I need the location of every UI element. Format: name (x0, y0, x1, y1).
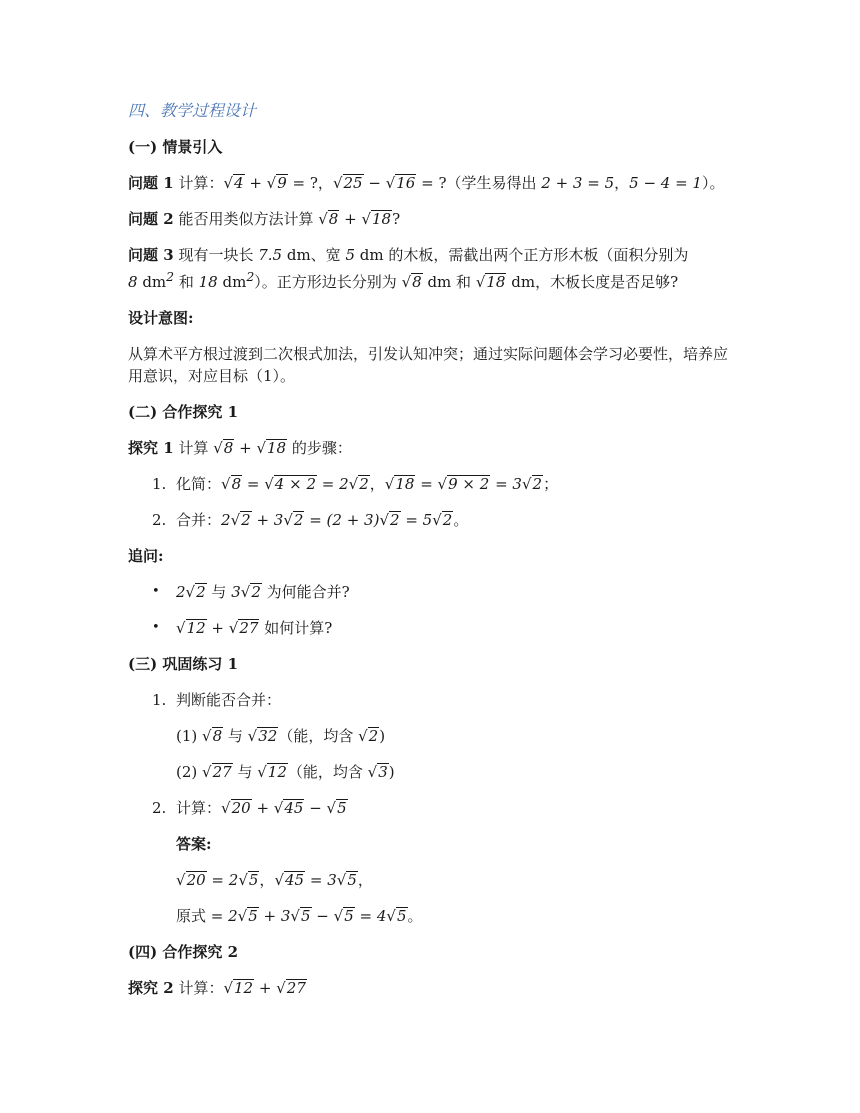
sqrt: √12 (176, 619, 206, 637)
sqrt: √27 (202, 763, 232, 781)
sqrt: √2 (283, 511, 304, 529)
design-intent-label: 设计意图: (128, 309, 194, 327)
sqrt: √27 (228, 619, 259, 637)
sqrt: √5 (238, 871, 259, 889)
list-item: 2. 合并：2√2 + 3√2 = (2 + 3)√2 = 5√2。 (152, 511, 469, 529)
sqrt: √12 (223, 979, 254, 997)
sqrt: √8 (401, 273, 422, 291)
followup-label: 追问: (128, 547, 164, 565)
explore-2: 探究 2 计算：√12 + √27 (128, 979, 306, 997)
explore-1: 探究 1 计算 √8 + √18 的步骤： (128, 439, 352, 457)
sqrt: √5 (386, 907, 407, 925)
sqrt: √18 (361, 210, 392, 228)
sqrt: √2 (521, 475, 543, 493)
sqrt: √4 (223, 174, 244, 192)
sub-item: (1) √8 与 √32（能，均含 √2) (176, 727, 386, 745)
sqrt: √9 × 2 (437, 475, 490, 493)
sub-item: (2) √27 与 √12（能，均含 √3) (176, 763, 395, 781)
sqrt: √2 (230, 511, 251, 529)
sqrt: √18 (475, 273, 506, 291)
sqrt: √16 (385, 174, 416, 192)
sqrt: √20 (176, 871, 206, 889)
question-2: 问题 2 能否用类似方法计算 √8 + √18? (128, 210, 401, 228)
sqrt: √25 (332, 174, 363, 192)
sqrt: √2 (348, 475, 369, 493)
sqrt: √27 (276, 979, 306, 997)
list-item: • √12 + √27 如何计算? (152, 619, 333, 637)
sqrt: √5 (326, 799, 347, 817)
list-item: 2. 计算：√20 + √45 − √5 (152, 799, 347, 817)
sqrt: √2 (379, 511, 400, 529)
document-content (128, 100, 740, 1013)
sqrt: √5 (237, 907, 258, 925)
sqrt: √8 (318, 210, 339, 228)
sqrt: √2 (240, 583, 261, 601)
sqrt: √2 (358, 727, 379, 745)
list-item: • 2√2 与 3√2 为何能合并? (152, 583, 350, 601)
sqrt: √5 (336, 871, 357, 889)
sqrt: √8 (221, 475, 242, 493)
sqrt: √18 (256, 439, 287, 457)
list-item: 1. 判断能否合并： (152, 691, 282, 709)
sqrt: √3 (367, 763, 388, 781)
sqrt: √2 (432, 511, 453, 529)
design-intent-text: 从算术平方根过渡到二次根式加法，引发认知冲突；通过实际问题体会学习必要性，培养应用意识，对应目标（1）。 (128, 345, 729, 385)
sqrt: √45 (274, 871, 305, 889)
sqrt: √20 (221, 799, 251, 817)
heading-practice-1: (三) 巩固练习 1 (128, 655, 239, 673)
heading-explore-2: (四) 合作探究 2 (128, 943, 239, 961)
sqrt: √45 (273, 799, 304, 817)
sqrt: √12 (257, 763, 287, 781)
sqrt: √4 × 2 (264, 475, 316, 493)
sqrt: √5 (290, 907, 311, 925)
list-item: 1. 化简：√8 = √4 × 2 = 2√2，√18 = √9 × 2 = 3√2； (152, 475, 559, 493)
section-title: 四、教学过程设计 (128, 101, 257, 120)
sqrt: √32 (247, 727, 278, 745)
answer-label: 答案: (176, 835, 212, 853)
answer-line-1: √20 = 2√5，√45 = 3√5， (176, 871, 373, 889)
answer-line-2: 原式 = 2√5 + 3√5 − √5 = 4√5。 (176, 907, 423, 925)
question-3: 问题 3 现有一块长 7.5 dm、宽 5 dm 的木板，需截出两个正方形木板（面积分别为 8 $dm^2$ 和 18 $dm^2$）。正方形边长分别为 √8 dm 和 √18 dm，木板长度是否足够? (128, 246, 689, 291)
heading-explore-1: (二) 合作探究 1 (128, 403, 239, 421)
sqrt: √8 (213, 439, 234, 457)
question-1: 问题 1 计算：√4 + √9 = ?，√25 − √16 = ?（学生易得出 2 + 3 = 5，5 − 4 = 1）。 (128, 174, 725, 192)
sqrt: √9 (266, 174, 287, 192)
sqrt: √8 (202, 727, 223, 745)
sqrt: √5 (333, 907, 354, 925)
sqrt: √2 (185, 583, 206, 601)
sqrt: √18 (384, 475, 415, 493)
heading-scenario-intro: (一) 情景引入 (128, 138, 223, 156)
